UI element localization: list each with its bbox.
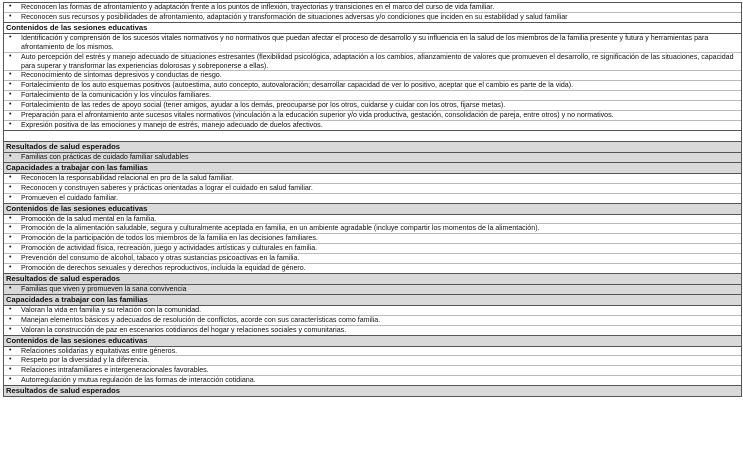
list-item-text: Familias con prácticas de cuidado familiar saludables [21,152,189,161]
list-item-text: Preparación para el afrontamiento ante sucesos vitales normativos (vinculación a la educación superior y/o vida productiva, gestación, consolidación de pareja, entre otros) y no normativos. [21,111,614,120]
bullet-icon: • [9,346,12,354]
section-header: Contenidos de las sesiones educativas [4,336,741,347]
list-item-text: Reconocen las formas de afrontamiento y adaptación frente a los puntos de inflexión, trayectorias y transiciones en el marco del curso de vida familiar. [21,3,495,11]
list-item [4,120,741,130]
list-item [4,347,741,356]
bullet-icon: • [9,183,12,191]
list-item [4,34,741,52]
bullet-list [4,153,741,163]
bullet-icon: • [9,52,12,60]
list-item [4,375,741,385]
section-header: Capacidades a trabajar con las familias [4,163,741,174]
list-item-text: Reconocen y construyen saberes y prácticas orientadas a lograr el cuidado en salud familiar. [21,183,313,192]
bullet-icon: • [9,356,12,364]
list-item [4,315,741,325]
list-item [4,110,741,120]
bullet-list [4,285,741,295]
bullet-list [4,174,741,204]
list-item [4,100,741,110]
list-item [4,325,741,335]
bullet-icon: • [9,305,12,313]
list-item [4,285,741,294]
bullet-icon: • [9,173,12,181]
list-item [4,3,741,12]
bullet-icon: • [9,224,12,232]
bullet-icon: • [9,120,12,128]
list-item-text: Valoran la vida en familia y su relación con la comunidad. [21,305,202,314]
list-item [4,215,741,224]
bullet-list [4,347,741,387]
list-item-text: Fortalecimiento de los auto esquemas positivos (autoestima, auto concepto, autovaloración; desarrollar capacidad de ver lo positivo, aceptar que el cambio es parte de la vida). [21,81,574,90]
bullet-icon: • [9,325,12,333]
document-table [3,2,742,397]
list-item [4,153,741,162]
section-header: Contenidos de las sesiones educativas [4,23,741,34]
list-item [4,174,741,183]
list-item-text: Reconocen la responsabilidad relacional en pro de la salud familiar. [21,173,234,182]
bullet-icon: • [9,152,12,160]
bullet-icon: • [9,244,12,252]
list-item-text: Promoción de la salud mental en la familia. [21,214,157,223]
section-header: Resultados de salud esperados [4,274,741,285]
bullet-icon: • [9,3,12,10]
bullet-icon: • [9,264,12,272]
bullet-list [4,3,741,23]
list-item-text: Relaciones intrafamiliares e intergeneracionales favorables. [21,366,209,375]
section-header: Contenidos de las sesiones educativas [4,204,741,215]
list-item-text: Valoran la construcción de paz en escenarios cotidianos del hogar y relaciones sociales y comunitarias. [21,325,347,334]
list-item [4,70,741,80]
list-item [4,12,741,22]
list-item [4,365,741,375]
list-item [4,253,741,263]
list-item-text: Reconocen sus recursos y posibilidades de afrontamiento, adaptación y transformación de situaciones adversas y/o condiciones que inciden en su estabilidad y salud familiar [21,12,568,21]
list-item [4,80,741,90]
list-item-text: Prevención del consumo de alcohol, tabaco y otras sustancias psicoactivas en la familia. [21,254,300,263]
list-item [4,306,741,315]
bullet-icon: • [9,284,12,292]
bullet-list [4,34,741,131]
list-item-text: Fortalecimiento de la comunicación y los vínculos familiares. [21,91,212,100]
bullet-icon: • [9,71,12,79]
section-header: Capacidades a trabajar con las familias [4,295,741,306]
list-item-text: Autorregulación y mutua regulación de las formas de interacción cotidiana. [21,376,256,385]
bullet-icon: • [9,193,12,201]
section-header: Resultados de salud esperados [4,386,741,397]
bullet-list [4,306,741,336]
list-item [4,223,741,233]
list-item-text: Respeto por la diversidad y la diferencia. [21,356,150,365]
bullet-icon: • [9,234,12,242]
list-item [4,193,741,203]
list-item-text: Reconocimiento de síntomas depresivos y conductas de riesgo. [21,71,222,80]
list-item-text: Promoción de la participación de todos los miembros de la familia en las decisiones familiares. [21,234,318,243]
bullet-list [4,215,741,274]
bullet-icon: • [9,101,12,109]
bullet-icon: • [9,214,12,222]
bullet-icon: • [9,91,12,99]
list-item [4,243,741,253]
bullet-icon: • [9,81,12,89]
bullet-icon: • [9,12,12,20]
list-item-text: Identificación y comprensión de los sucesos vitales normativos y no normativos que puedan afectar el proceso de desarrollo y su influencia en la salud de los miembros de la familia presente y futura y herramientas para afrontamiento de los mismos. [21,33,709,51]
list-item-text: Familias que viven y promueven la sana convivencia [21,284,187,293]
section-header: Resultados de salud esperados [4,142,741,153]
list-item-text: Auto percepción del estrés y manejo adecuado de situaciones estresantes (flexibilidad psicológica, adaptación a los cambios, afianzamiento de valores que promueven el desarrollo, re significación de las situaciones, capacidad para superar y transformar las experiencias dolorosas y sobreponerse a ellas). [21,52,734,70]
bullet-icon: • [9,376,12,384]
bullet-icon: • [9,33,12,41]
bullet-icon: • [9,254,12,262]
list-item-text: Relaciones solidarias y equitativas entre géneros. [21,346,178,355]
list-item [4,52,741,71]
list-item [4,90,741,100]
list-item [4,183,741,193]
list-item-text: Fortalecimiento de las redes de apoyo social (tener amigos, ayudar a los demás, preocuparse por los otros, cuidarse y cuidar con los otros, fijarse metas). [21,101,506,110]
list-item-text: Promueven el cuidado familiar. [21,193,118,202]
list-item-text: Promoción de actividad física, recreación, juego y actividades artísticas y culturales en familia. [21,244,318,253]
bullet-icon: • [9,315,12,323]
list-item [4,263,741,273]
list-item-text: Manejan elementos básicos y adecuados de resolución de conflictos, acorde con sus características como familia. [21,315,381,324]
bullet-icon: • [9,366,12,374]
list-item-text: Promoción de la alimentación saludable, segura y culturalmente aceptada en familia, en un ambiente agradable (incluye compartir los momentos de la alimentación). [21,224,540,233]
list-item-text: Promoción de derechos sexuales y derechos reproductivos, incluida la equidad de género. [21,264,306,273]
bullet-icon: • [9,111,12,119]
list-item [4,233,741,243]
list-item [4,355,741,365]
list-item-text: Expresión positiva de las emociones y manejo de estrés, manejo adecuado de duelos afectivos. [21,120,323,129]
empty-row [4,131,741,142]
